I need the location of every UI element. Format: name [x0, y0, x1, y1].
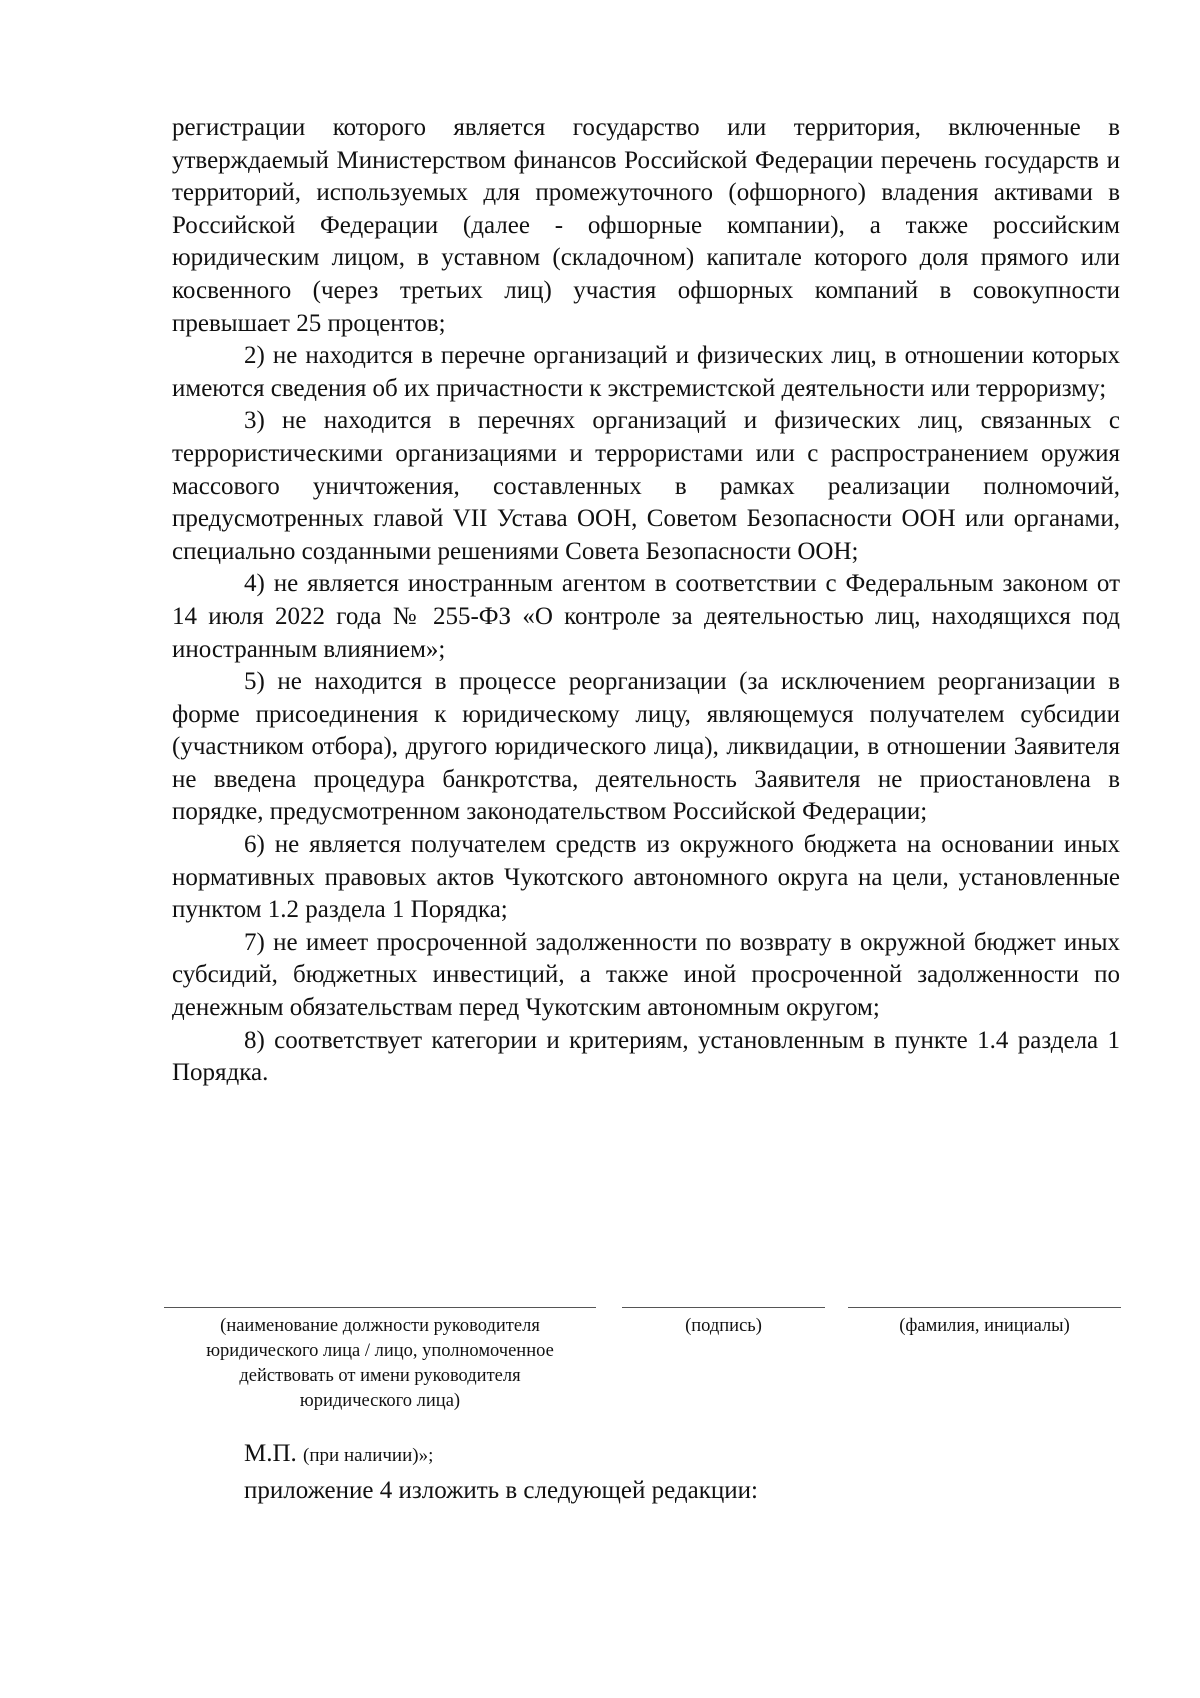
position-caption-line: действовать от имени руководителя	[239, 1366, 521, 1386]
position-caption-line: юридического лица)	[299, 1391, 461, 1411]
stamp-note: (при наличии)»;	[303, 1445, 434, 1466]
document-body	[172, 112, 1120, 1090]
position-signature-field	[164, 1307, 596, 1414]
paragraph-continuation: регистрации которого является государство или территория, включенные в утверждаемый Министерством финансов Российской Федерации перечень государств и территорий, используемых для промежуточного (офшорного) владения активами в Российской Федерации (далее - офшорные компании), а также российским юридическим лицом, в уставном (складочном) капитале которого доля прямого или косвенного (через третьих лиц) участия офшорных компаний в совокупности превышает 25 процентов;	[172, 114, 1120, 337]
name-field	[848, 1307, 1121, 1339]
signature-block	[172, 1307, 1120, 1427]
name-caption: (фамилия, инициалы)	[899, 1316, 1070, 1336]
paragraph-item-7: 7) не имеет просроченной задолженности по возврату в окружной бюджет иных субсидий, бюджетных инвестиций, а также иной просроченной задолженности по денежным обязательствам перед Чукотским автономным округом;	[172, 928, 1120, 1022]
paragraph-item-8: 8) соответствует категории и критериям, установленным в пункте 1.4 раздела 1 Порядка.	[172, 1026, 1120, 1087]
stamp-label: М.П.	[244, 1440, 297, 1467]
appendix-line: приложение 4 изложить в следующей редакции:	[244, 1477, 758, 1504]
paragraph-item-6: 6) не является получателем средств из окружного бюджета на основании иных нормативных правовых актов Чукотского автономного округа на цели, установленные пунктом 1.2 раздела 1 Порядка;	[172, 831, 1120, 924]
signature-caption: (подпись)	[685, 1316, 762, 1336]
stamp-line	[244, 1438, 433, 1472]
paragraph-item-4: 4) не является иностранным агентом в соответствии с Федеральным законом от 14 июля 2022 года № 255-ФЗ «О контроле за деятельностью лиц, находящихся под иностранным влиянием»;	[172, 570, 1120, 663]
signature-field	[622, 1307, 825, 1339]
paragraph-item-5: 5) не находится в процессе реорганизации (за исключением реорганизации в форме присоединения к юридическому лицу, являющемуся получателем субсидии (участником отбора), другого юридического лица), ликвидации, в отношении Заявителя не введена процедура банкротства, деятельность Заявителя не приостановлена в порядке, предусмотренном законодательством Российской Федерации;	[172, 668, 1120, 826]
position-caption-line: (наименование должности руководителя	[220, 1316, 540, 1336]
paragraph-item-2: 2) не находится в перечне организаций и физических лиц, в отношении которых имеются сведения об их причастности к экстремистской деятельности или терроризму;	[172, 342, 1120, 402]
position-caption-line: юридического лица / лицо, уполномоченное	[206, 1341, 554, 1361]
paragraph-item-3: 3) не находится в перечнях организаций и физических лиц, связанных с террористическими организациями и террористами или с распространением оружия массового уничтожения, составленных в рамках реализации полномочий, предусмотренных главой VII Устава ООН, Советом Безопасности ООН или органами, специально созданными решениями Совета Безопасности ООН;	[172, 407, 1120, 565]
